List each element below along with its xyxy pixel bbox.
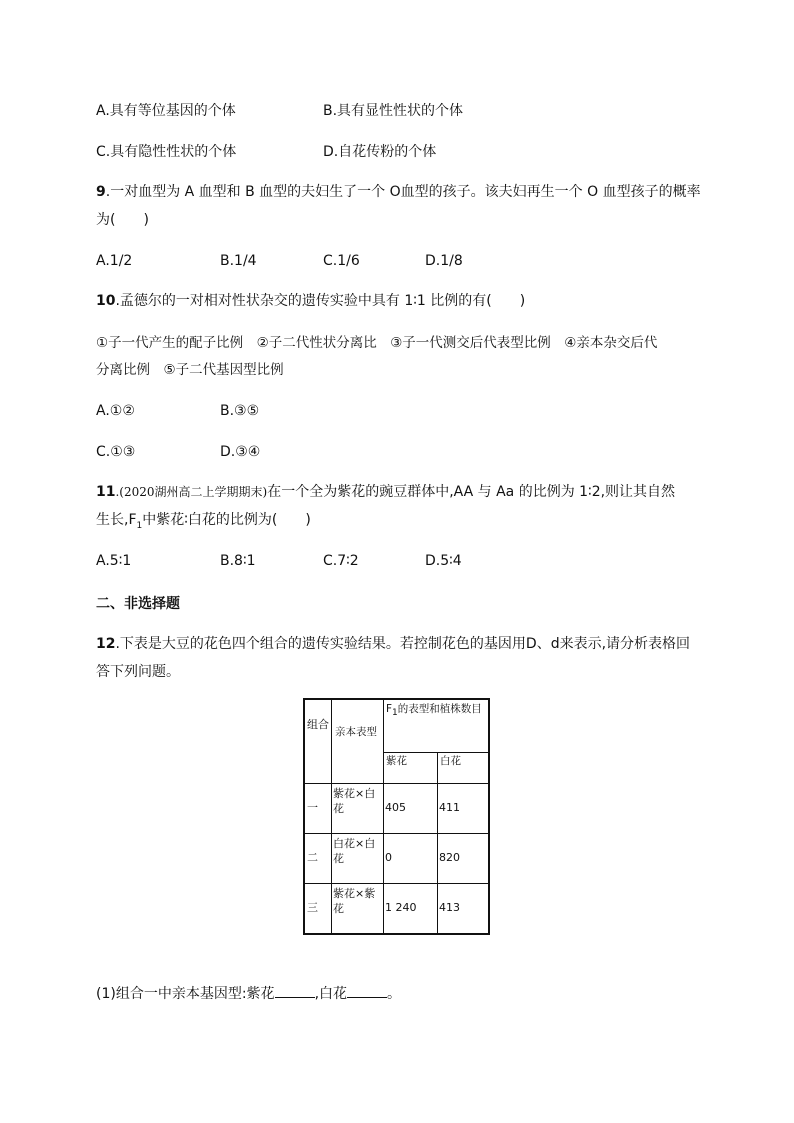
q12-question — [96, 635, 690, 653]
genetics-table — [303, 698, 490, 935]
q9-text-line1: .一对血型为 A 血型和 B 血型的夫妇生了一个 O血型的孩子。该夫妇再生一个 O 血型孩子的概率 — [105, 184, 701, 200]
table-divider — [331, 700, 332, 933]
q8-option-d: D.自花传粉的个体 — [323, 144, 437, 160]
q11-text-line2-post: 中紫花∶白花的比例为( ) — [142, 512, 311, 528]
q10-items-line2: 分离比例 ⑤子二代基因型比例 — [96, 362, 284, 378]
q12-text-line2: 答下列问题。 — [96, 664, 180, 680]
table-divider — [305, 783, 488, 784]
q9-option-d: D.1/8 — [425, 253, 463, 269]
q12-sub1-pre: (1)组合一中亲本基因型:紫花 — [96, 986, 275, 1002]
row1-parent: 紫花×白花 — [333, 787, 376, 815]
q9-number: 9 — [96, 184, 106, 200]
header-f1-sub: 1 — [392, 708, 398, 719]
q8-option-b: B.具有显性性状的个体 — [323, 103, 464, 119]
q9-option-c: C.1/6 — [323, 253, 360, 269]
q10-option-b: B.③⑤ — [220, 403, 260, 419]
q11-subscript: 1 — [136, 520, 143, 531]
q12-sub1-post: 。 — [387, 986, 402, 1002]
table-divider — [305, 833, 488, 834]
row2-white: 820 — [439, 851, 460, 864]
q9-option-a: A.1/2 — [96, 253, 133, 269]
q10-text: .孟德尔的一对相对性状杂交的遗传实验中具有 1∶1 比例的有( ) — [115, 293, 526, 309]
table-divider — [437, 752, 438, 933]
q10-option-d: D.③④ — [220, 444, 261, 460]
table-divider — [383, 700, 384, 933]
answer-blank-purple[interactable] — [275, 985, 315, 998]
q9-option-b: B.1/4 — [220, 253, 257, 269]
row2-purple: 0 — [385, 851, 392, 864]
header-purple: 紫花 — [386, 755, 407, 767]
header-f1-pre: F — [386, 703, 393, 715]
q12-text-line1: .下表是大豆的花色四个组合的遗传实验结果。若控制花色的基因用D、d来表示,请分析表格回 — [115, 636, 691, 652]
row3-group: 三 — [307, 901, 318, 914]
row3-white: 413 — [439, 901, 460, 914]
q11-question — [96, 483, 675, 501]
q11-option-d: D.5∶4 — [425, 553, 462, 569]
header-parent: 亲本表型 — [335, 726, 377, 738]
header-group: 组合 — [307, 718, 329, 731]
header-f1 — [386, 702, 486, 721]
q12-number: 12 — [96, 636, 116, 652]
row2-parent: 白花×白花 — [333, 837, 376, 865]
q12-subquestion-1 — [96, 985, 401, 1003]
answer-blank-white[interactable] — [347, 985, 387, 998]
q11-text-line2 — [96, 511, 311, 535]
q12-sub1-mid: ,白花 — [314, 986, 348, 1002]
table-divider — [383, 752, 488, 753]
section-title: 二、非选择题 — [96, 596, 180, 612]
q11-option-b: B.8∶1 — [220, 553, 256, 569]
row1-white: 411 — [439, 801, 460, 814]
row1-purple: 405 — [385, 801, 406, 814]
q11-option-c: C.7∶2 — [323, 553, 359, 569]
q8-option-c: C.具有隐性性状的个体 — [96, 144, 237, 160]
q10-option-c: C.①③ — [96, 444, 136, 460]
q10-question — [96, 292, 525, 310]
q8-option-a: A.具有等位基因的个体 — [96, 103, 236, 119]
q11-text-line1: 在一个全为紫花的豌豆群体中,AA 与 Aa 的比例为 1∶2,则让其自然 — [267, 484, 676, 500]
row1-group: 一 — [307, 801, 318, 814]
q10-items-line1: ①子一代产生的配子比例 ②子二代性状分离比 ③子一代测交后代表型比例 ④亲本杂交后代 — [96, 335, 658, 351]
q9-text-line2: 为( ) — [96, 212, 149, 228]
header-white: 白花 — [440, 755, 461, 767]
q10-number: 10 — [96, 293, 116, 309]
q10-option-a: A.①② — [96, 403, 135, 419]
row3-parent: 紫花×紫花 — [333, 887, 376, 915]
q11-text-line2-pre: 生长,F — [96, 512, 137, 528]
q11-source: .(2020湖州高二上学期期末) — [115, 485, 268, 499]
q9-question — [96, 183, 701, 201]
header-f1-post: 的表型和植株数目 — [397, 703, 482, 715]
table-divider — [305, 883, 488, 884]
q11-option-a: A.5∶1 — [96, 553, 132, 569]
q11-number: 11 — [96, 484, 116, 500]
row3-purple: 1 240 — [385, 901, 417, 914]
row2-group: 二 — [307, 851, 318, 864]
